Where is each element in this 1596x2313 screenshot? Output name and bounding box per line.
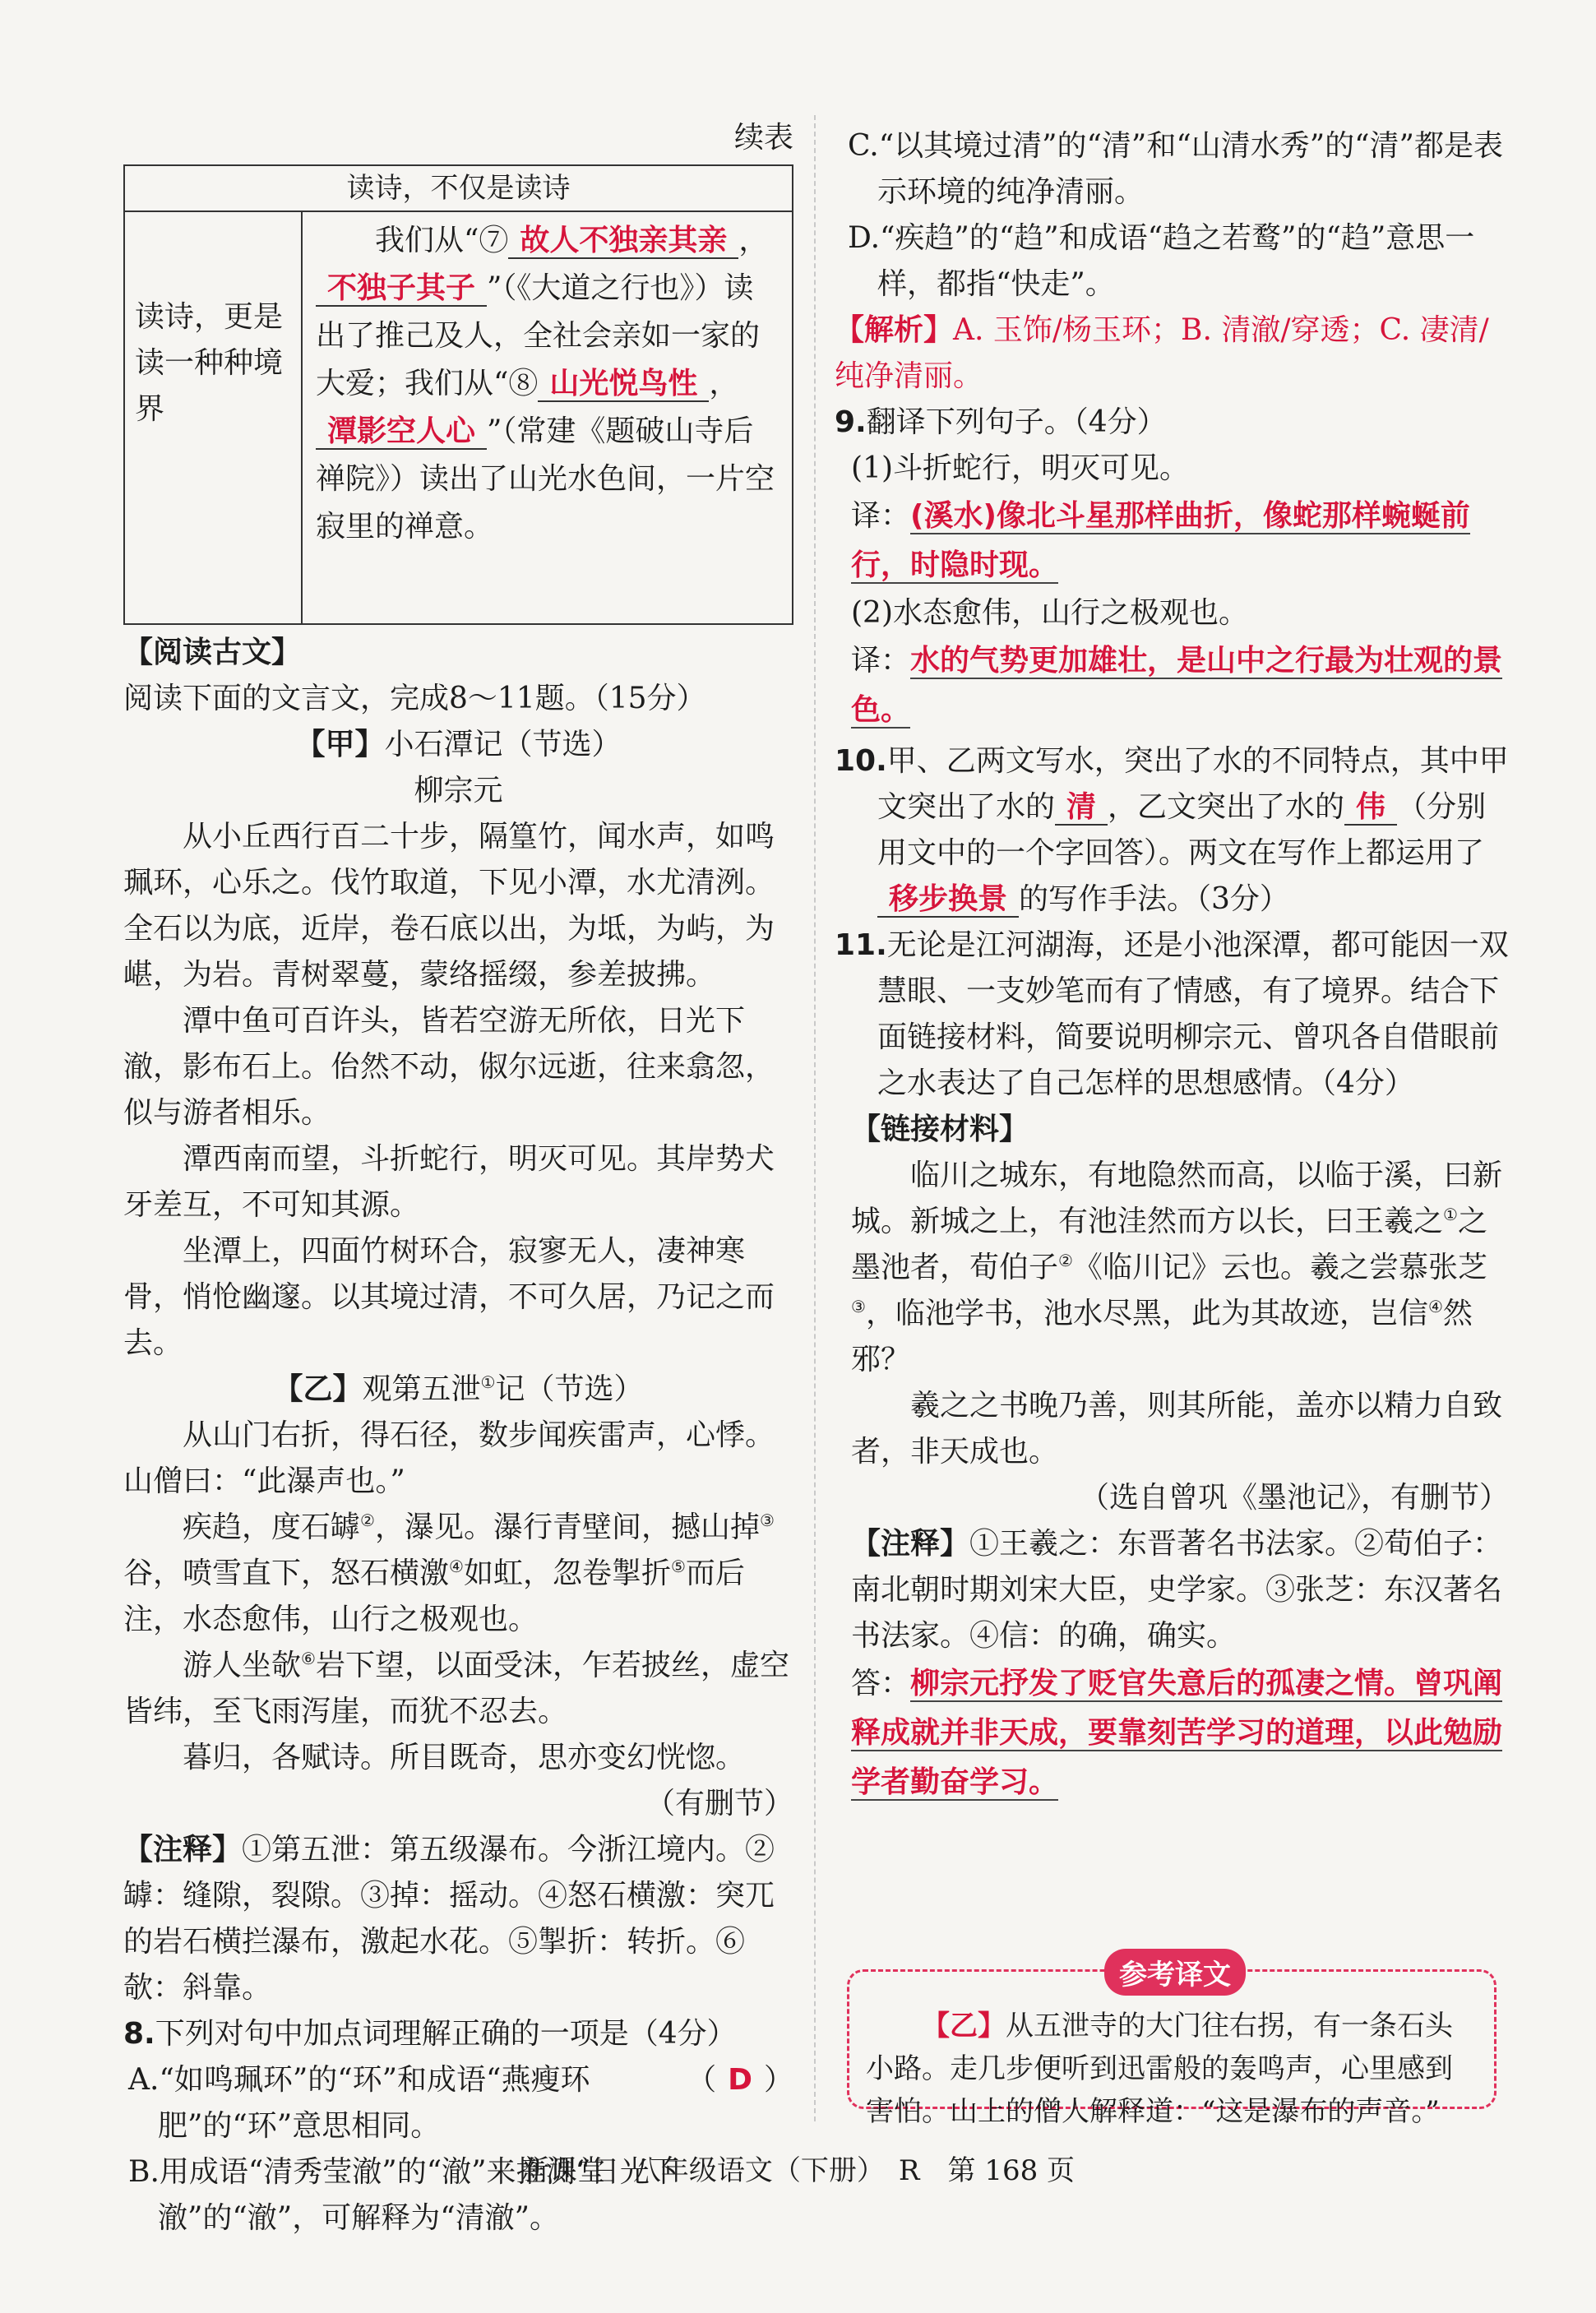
yi-para-2: 疾趋，度石罅②，瀑见。瀑行青壁间，撼山掉③谷，喷雪直下，怒石横激④如虹，忽卷掣折⑤而后注，水态愈伟，山行之极观也。 [123, 1510, 775, 1636]
q9-translation-1: 译：(溪水)像北斗星那样曲折，像蛇那样蜿蜒前行，时隐时现。 [851, 499, 1470, 582]
q9-sentence-1: (1)斗折蛇行，明灭可见。 [851, 451, 1189, 485]
q9-translation-2: 译：水的气势更加雄壮，是山中之行最为壮观的景色。 [851, 644, 1503, 727]
jia-para-1: 从小丘西行百二十步，隔篁竹，闻水声，如鸣珮环，心乐之。伐竹取道，下见小潭，水尤清洌。全石以为底，近岸，卷石底以出，为坻，为屿，为嵁，为岩。青树翠蔓，蒙络摇缀，参差披拂。 [123, 820, 775, 992]
link-para-1: 临川之城东，有地隐然而高，以临于溪，曰新城。新城之上，有池洼然而方以长，曰王羲之①之墨池者，荀伯子②《临川记》云也。羲之尝慕张芝③，临池学书，池水尽黑，此为其故迹，岂信④然邪？ [851, 1159, 1503, 1376]
q10-blank-3: 移步换景 [877, 882, 1019, 918]
q8-answer: D [728, 2063, 752, 2097]
summary-table [123, 164, 793, 625]
link-para-2: 羲之之书晚乃善，则其所能，盖亦以精力自致者，非天成也。 [851, 1389, 1503, 1469]
answer-8a: 山光悦鸟性 [538, 367, 709, 402]
column-divider [814, 115, 816, 2121]
q11-answer: 答：柳宗元抒发了贬官失意后的孤凄之情。曾巩阐释成就并非天成，要靠刻苦学习的道理，以此勉励学者勤奋学习。 [851, 1667, 1503, 1799]
page-footer: 新课堂 八年级语文（下册） R 第 168 页 [520, 2154, 1076, 2187]
reference-text: 【乙】从五泄寺的大门往右拐，有一条石头小路。走几步便听到迅雷般的轰鸣声，心里感到害怕。山上的僧人解释道：“这是瀑布的声音。” [866, 2010, 1453, 2128]
jia-para-2: 潭中鱼可百许头，皆若空游无所依，日光下澈，影布石上。佁然不动，俶尔远逝，往来翕忽，似与游者相乐。 [123, 1004, 775, 1130]
reference-badge: 参考译文 [1104, 1949, 1246, 1996]
jia-para-3: 潭西南而望，斗折蛇行，明灭可见。其岸势犬牙差互，不可知其源。 [123, 1142, 775, 1222]
q8-option-d: D.“疾趋”的“趋”和成语“趋之若鹜”的“趋”意思一样，都指“快走”。 [848, 221, 1475, 301]
jia-title: 【甲】小石潭记（节选） [295, 728, 622, 761]
jia-para-4: 坐潭上，四面竹树环合，寂寥无人，凄神寒骨，悄怆幽邃。以其境过清，不可久居，乃记之而去。 [123, 1234, 775, 1360]
yi-end: （有删节） [645, 1787, 793, 1820]
q10-blank-1: 清 [1055, 790, 1108, 826]
q9-stem: 9.翻译下列句子。（4分） [835, 405, 1167, 439]
q10: 10.甲、乙两文写水，突出了水的不同特点，其中甲文突出了水的 清 ，乙文突出了水的 伟 （分别用文中的一个字回答）。两文在写作上都运用了移步换景 的写作手法。（3分） [835, 744, 1509, 916]
yi-notes: 【注释】①第五泄：第五级瀑布。今浙江境内。②罅：缝隙，裂隙。③掉：摇动。④怒石横激：突兀的岩石横拦瀑布，激起水花。⑤掣折：转折。⑥欹：斜靠。 [123, 1833, 775, 2005]
answer-7a: 故人不独亲其亲 [508, 224, 738, 259]
table-row-label: 读诗，更是读一种种境界 [124, 211, 302, 624]
q8-option-c: C.“以其境过清”的“清”和“山清水秀”的“清”都是表示环境的纯净清丽。 [848, 129, 1503, 209]
yi-title: 【乙】观第五泄①记（节选） [273, 1372, 644, 1406]
right-column [835, 123, 1509, 1807]
yi-para-3: 游人坐欹⑥岩下望，以面受沫，乍若披丝，虚空皆纬，至飞雨泻崖，而犹不忍去。 [123, 1649, 789, 1728]
q8-analysis: 【解析】A. 玉饰/杨玉环；B. 清澈/穿透；C. 凄清/纯净清丽。 [835, 313, 1489, 393]
link-source: （选自曾巩《墨池记》，有删节） [1079, 1481, 1509, 1515]
left-column [123, 115, 793, 2241]
reference-translation-box [847, 1959, 1497, 2128]
section-tag: 【阅读古文】 [123, 636, 302, 669]
reading-instruction: 阅读下面的文言文，完成8～11题。（15分） [123, 682, 706, 715]
table-row-content: 我们从“⑦ 故人不独亲其亲 ，不独子其子 ”（《大道之行也》）读出了推己及人，全社会亲如一家的大爱；我们从“⑧ 山光悦鸟性 ，潭影空人心 ”（常建《题破山寺后禅院》）读出了山光水色间，一片空寂里的禅意。 [302, 211, 793, 624]
q9-sentence-2: (2)水态愈伟，山行之极观也。 [851, 596, 1248, 630]
link-tag: 【链接材料】 [851, 1113, 1029, 1146]
table-header: 读诗，不仅是读诗 [124, 165, 793, 211]
yi-para-1: 从山门右折，得石径，数步闻疾雷声，心悸。山僧曰：“此瀑声也。” [123, 1418, 775, 1498]
link-notes: 【注释】①王羲之：东晋著名书法家。②荀伯子：南北朝时期刘宋大臣，史学家。③张芝：东汉著名书法家。④信：的确，确实。 [851, 1527, 1503, 1653]
q8-option-b: B.用成语“清秀莹澈”的“澈”来推测“日光下澈”的“澈”，可解释为“清澈”。 [128, 2155, 679, 2235]
q11-stem: 11.无论是江河湖海，还是小池深潭，都可能因一双慧眼、一支妙笔而有了情感，有了境界。结合下面链接材料，简要说明柳宗元、曾巩各自借眼前之水表达了自己怎样的思想感情。（4分） [835, 928, 1509, 1100]
q8-stem: 8.下列对句中加点词理解正确的一项是（4分） （ D ） [123, 2017, 793, 2097]
jia-author: 柳宗元 [414, 774, 503, 807]
q8-option-a: A.“如鸣珮环”的“环”和成语“燕瘦环肥”的“环”意思相同。 [128, 2063, 590, 2143]
answer-7b: 不独子其子 [316, 271, 487, 307]
yi-para-4: 暮归，各赋诗。所目既奇，思亦变幻恍惚。 [183, 1741, 746, 1774]
answer-8b: 潭影空人心 [316, 414, 487, 450]
q10-blank-2: 伟 [1344, 790, 1397, 826]
continued-label: 续表 [733, 121, 793, 155]
